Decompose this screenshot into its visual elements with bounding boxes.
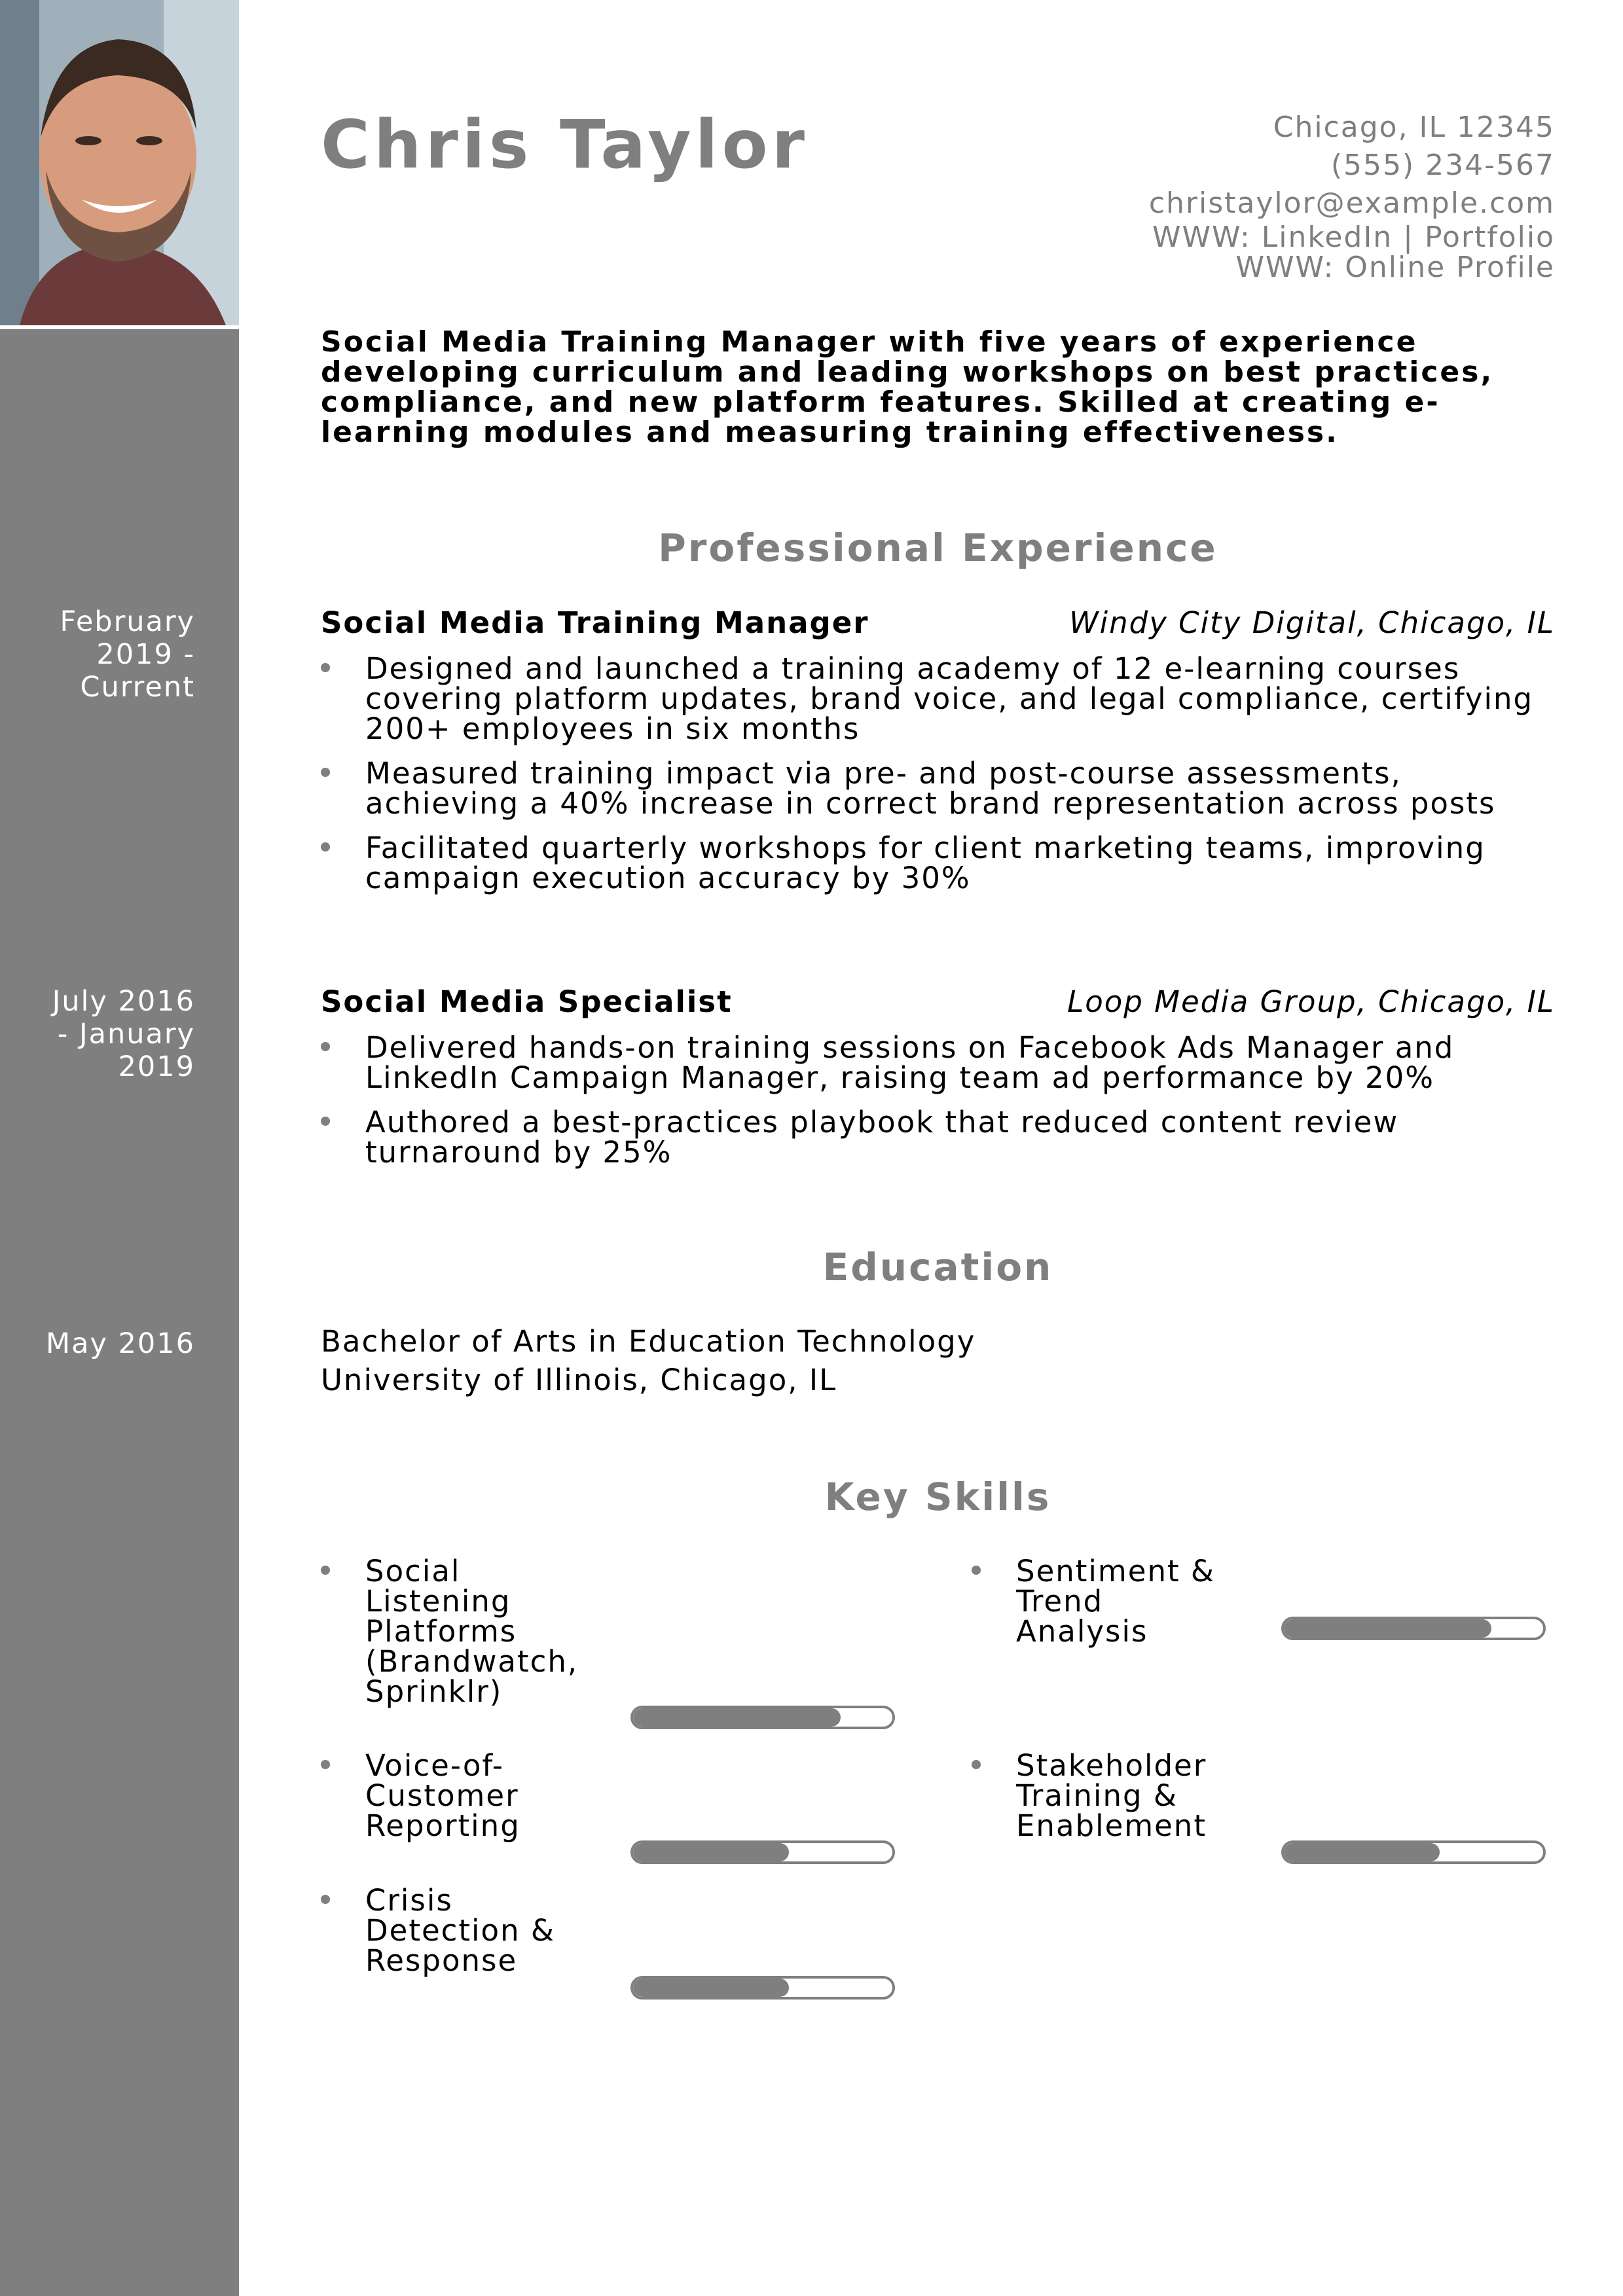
bullet-icon — [321, 1566, 330, 1575]
date-line: 2019 — [118, 1050, 195, 1083]
education-degree: Bachelor of Arts in Education Technology — [321, 1324, 976, 1359]
list-item — [321, 756, 1555, 821]
candidate-name: Chris Taylor — [321, 106, 809, 184]
job-title: Social Media Specialist — [321, 984, 733, 1019]
date-line: July 2016 — [52, 985, 195, 1018]
bullet-icon — [321, 663, 330, 672]
bullet-icon — [321, 1895, 330, 1904]
job-company: Windy City Digital, Chicago, IL — [1069, 605, 1555, 640]
skill-level-fill — [633, 1843, 789, 1861]
professional-summary: Social Media Training Manager with five years of experience developing curriculum and leading workshops on best practices, compliance, and new platform features. Skilled at creating e-learning modules and measuring training effectiveness. — [321, 325, 1494, 449]
bullet-icon — [972, 1760, 981, 1769]
experience-2-dates — [13, 985, 195, 1083]
section-title-experience: Professional Experience — [658, 526, 1218, 570]
education-school: University of Illinois, Chicago, IL — [321, 1363, 837, 1397]
skill-item — [972, 1748, 1548, 1882]
contact-phone[interactable]: (555) 234-567 — [1330, 149, 1555, 182]
section-title-education: Education — [822, 1245, 1053, 1289]
skill-label: Crisis Detection & Response — [365, 1883, 556, 1978]
list-item — [321, 1030, 1555, 1095]
bullet-icon — [972, 1566, 981, 1575]
skill-item — [321, 1556, 897, 1740]
sidebar — [0, 0, 239, 2296]
profile-photo — [0, 0, 239, 325]
contact-online-profile[interactable]: WWW: Online Profile — [1235, 251, 1555, 284]
contact-links[interactable]: WWW: LinkedIn | Portfolio — [1152, 221, 1555, 254]
date-line: - January — [57, 1018, 195, 1050]
job-bullets — [321, 1030, 1555, 1182]
education-date: May 2016 — [46, 1327, 195, 1360]
skill-level-bar — [630, 1706, 895, 1729]
skill-level-fill — [1284, 1619, 1491, 1638]
skill-level-fill — [633, 1708, 841, 1727]
photo-divider — [0, 325, 239, 329]
list-item — [321, 833, 1555, 893]
skill-level-bar — [630, 1976, 895, 2000]
bullet-icon — [321, 1117, 330, 1126]
skill-level-fill — [633, 1979, 789, 1997]
bullet-text: Measured training impact via pre- and post-course assessments, achieving a 40% increase in correct brand representation across posts — [365, 756, 1496, 821]
bullet-text: Facilitated quarterly workshops for client marketing teams, improving campaign execution accuracy by 30% — [365, 831, 1486, 895]
skill-label: Social Listening Platforms (Brandwatch, Sprinklr) — [365, 1554, 579, 1709]
job-header — [321, 605, 1555, 641]
skill-item — [972, 1556, 1548, 1648]
bullet-text: Authored a best-practices playbook that reduced content review turnaround by 25% — [365, 1105, 1399, 1170]
contact-info — [1149, 109, 1555, 283]
skill-label: Sentiment & Trend Analysis — [1016, 1554, 1215, 1649]
skill-label: Stakeholder Training & Enablement — [1016, 1748, 1207, 1843]
skill-level-bar — [630, 1840, 895, 1864]
skill-level-fill — [1284, 1843, 1440, 1861]
skill-level-bar — [1281, 1840, 1546, 1864]
experience-1-dates — [13, 605, 195, 704]
job-company: Loop Media Group, Chicago, IL — [1067, 984, 1555, 1019]
date-line: 2019 - — [96, 638, 195, 671]
job-title: Social Media Training Manager — [321, 605, 869, 640]
bullet-icon — [321, 768, 330, 777]
list-item — [321, 651, 1555, 746]
bullet-icon — [321, 842, 330, 852]
date-line: Current — [80, 671, 195, 704]
job-header — [321, 984, 1555, 1020]
job-bullets — [321, 651, 1555, 908]
contact-location: Chicago, IL 12345 — [1273, 111, 1555, 144]
date-line: February — [60, 605, 195, 638]
skill-item — [321, 1748, 897, 1882]
profile-photo-icon — [0, 0, 239, 325]
bullet-text: Designed and launched a training academy of 12 e-learning courses covering platform updates, brand voice, and legal compliance, certifying 200+ employees in six months — [365, 651, 1534, 746]
bullet-icon — [321, 1760, 330, 1769]
bullet-text: Delivered hands-on training sessions on Facebook Ads Manager and LinkedIn Campaign Manager, raising team ad performance by 20% — [365, 1030, 1455, 1095]
bullet-icon — [321, 1042, 330, 1051]
skill-item — [321, 1883, 897, 2017]
skill-level-bar — [1281, 1617, 1546, 1640]
list-item — [321, 1107, 1555, 1168]
contact-email[interactable]: christaylor@example.com — [1148, 187, 1555, 220]
section-title-skills: Key Skills — [824, 1475, 1051, 1519]
skill-label: Voice-of-Customer Reporting — [365, 1748, 520, 1843]
